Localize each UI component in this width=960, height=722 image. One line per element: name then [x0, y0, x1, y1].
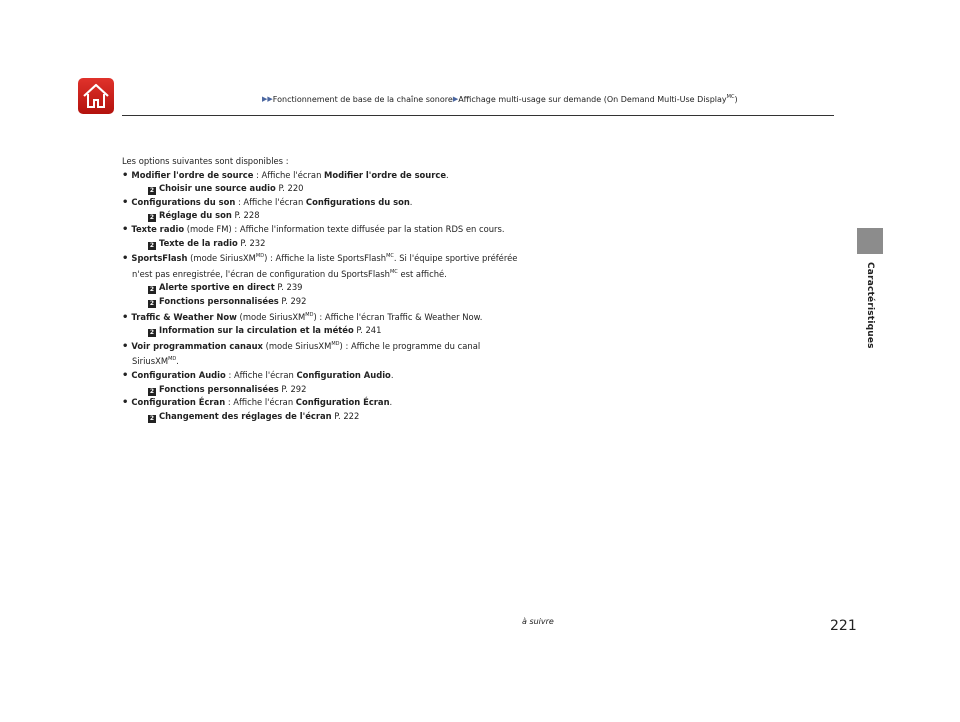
home-icon: [82, 83, 110, 109]
list-item-channel-guide: • Voir programmation canaux (mode SiriusXM$^{MD}$) : Affiche le programme du canal: [122, 340, 481, 352]
reference-arrow-icon: 2: [149, 286, 155, 294]
reference-link[interactable]: 2 Information sur la circulation et la météo P. 241: [149, 325, 382, 337]
reference-arrow-icon: 2: [149, 187, 155, 195]
reference-arrow-icon: 2: [149, 414, 155, 422]
intro-text: Les options suivantes sont disponibles :: [122, 156, 289, 166]
list-item-sound-config: • Configurations du son : Affiche l'écran Configurations du son.: [122, 196, 413, 208]
list-item-screen-config: • Configuration Écran : Affiche l'écran Configuration Écran.: [122, 397, 393, 409]
reference-arrow-icon: 2: [149, 299, 155, 307]
list-item-sportsflash: • SportsFlash (mode SiriusXM$^{MD}$) : Affiche la liste SportsFlash$^{MC}$. Si l'équipe sportive préférée: [122, 253, 518, 265]
page-content: [122, 155, 682, 423]
breadcrumb: [262, 94, 738, 104]
page-number: 221: [830, 618, 857, 634]
breadcrumb-item-sound-system[interactable]: Fonctionnement de base de la chaîne sonore: [272, 94, 453, 104]
reference-link[interactable]: 2 Fonctions personnalisées P. 292: [149, 383, 307, 395]
triangle-right-icon: ▶▶: [262, 95, 273, 103]
reference-link[interactable]: 2 Fonctions personnalisées P. 292: [149, 295, 307, 307]
section-tab-marker[interactable]: [857, 228, 883, 254]
triangle-right-icon: ▶: [452, 95, 459, 103]
reference-arrow-icon: 2: [149, 214, 155, 222]
list-item-traffic-weather: • Traffic & Weather Now (mode SiriusXM$^{MD}$) : Affiche l'écran Traffic & Weather Now.: [122, 311, 483, 323]
reference-arrow-icon: 2: [149, 387, 155, 395]
list-item-audio-config: • Configuration Audio : Affiche l'écran Configuration Audio.: [122, 369, 394, 381]
reference-link[interactable]: 2 Réglage du son P. 228: [149, 210, 260, 222]
list-item-continuation: SiriusXM$^{MD}$.: [132, 356, 179, 367]
reference-link[interactable]: 2 Changement des réglages de l'écran P. 222: [149, 410, 360, 422]
continued-note: à suivre: [522, 617, 554, 626]
reference-arrow-icon: 2: [149, 329, 155, 337]
home-button[interactable]: [78, 78, 114, 114]
reference-link[interactable]: 2 Alerte sportive en direct P. 239: [149, 282, 303, 294]
reference-link[interactable]: 2 Choisir une source audio P. 220: [149, 183, 304, 195]
reference-arrow-icon: 2: [149, 241, 155, 249]
breadcrumb-item-display[interactable]: Affichage multi-usage sur demande (On Demand Multi-Use Display$^{MC}$): [458, 94, 738, 104]
list-item-continuation: n'est pas enregistrée, l'écran de configuration du SportsFlash$^{MC}$ est affiché.: [132, 268, 447, 279]
section-label: Caractéristiques: [865, 262, 875, 349]
list-item-radio-text: • Texte radio (mode FM) : Affiche l'information texte diffusée par la station RDS en cours.: [122, 223, 505, 235]
reference-link[interactable]: 2 Texte de la radio P. 232: [149, 237, 266, 249]
header-divider: [122, 115, 834, 116]
list-item-source-order: • Modifier l'ordre de source : Affiche l'écran Modifier l'ordre de source.: [122, 169, 449, 181]
